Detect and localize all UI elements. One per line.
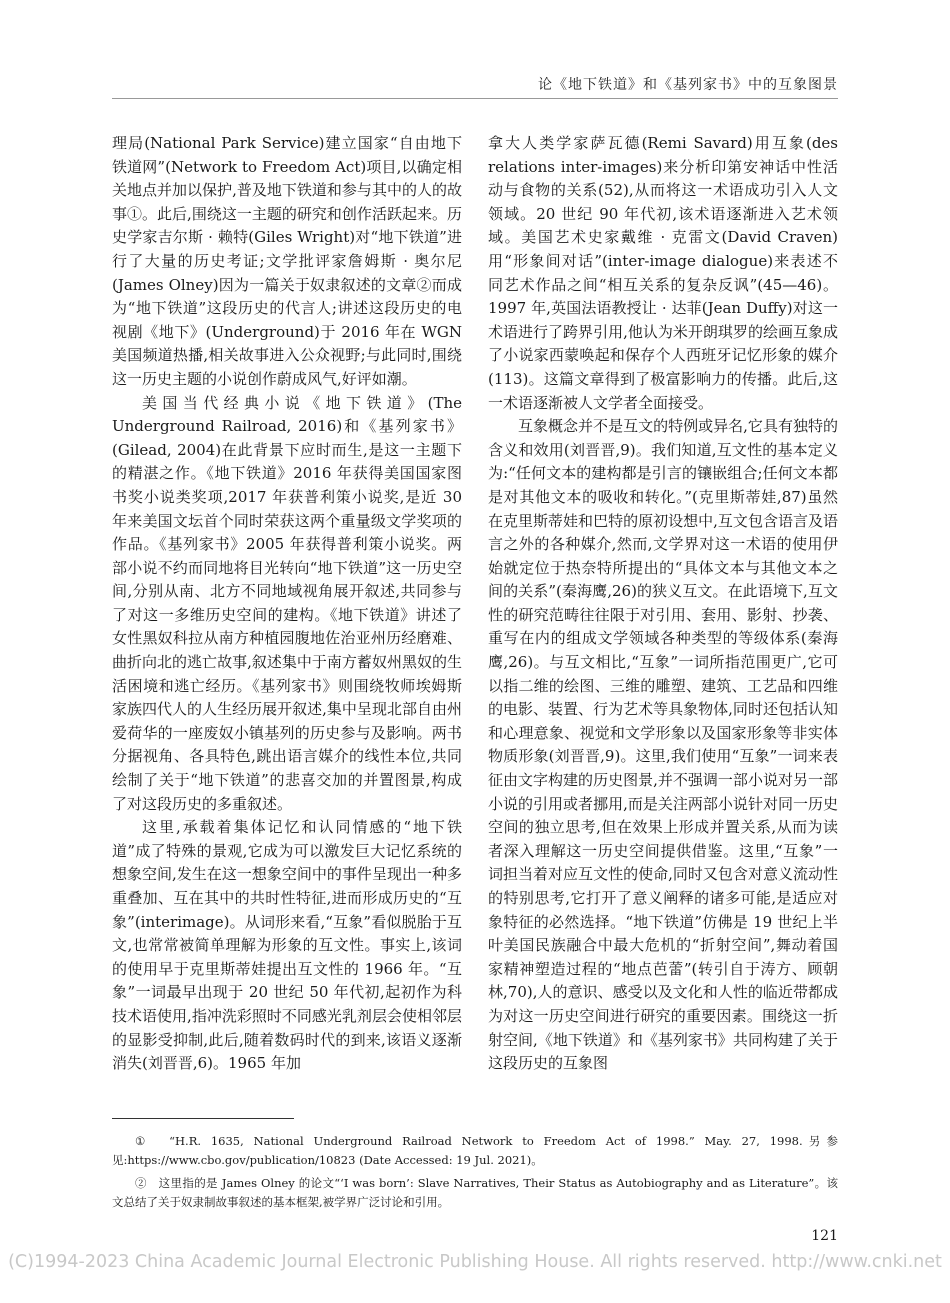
right-column [488, 132, 838, 1076]
left-paragraph-1: 理局(National Park Service)建立国家“自由地下铁道网”(Network to Freedom Act)项目,以确定相关地点并加以保护,普及地下铁道和参与其中的人的故事①。此后,围绕这一主题的研究和创作活跃起来。历史学家吉尔斯 · 赖特(Giles Wright)对“地下铁道”进行了大量的历史考证;文学批评家詹姆斯 · 奥尔尼(James Olney)因为一篇关于奴隶叙述的文章②而成为“地下铁道”这段历史的代言人;讲述这段历史的电视剧《地下》(Underground)于 2016 年在 WGN 美国频道热播,相关故事进入公众视野;与此同时,围绕这一历史主题的小说创作蔚成风气,好评如潮。 [112, 134, 462, 388]
right-paragraph-2: 互象概念并不是互文的特例或异名,它具有独特的含义和效用(刘晋晋,9)。我们知道,互文性的基本定义为:“任何文本的建构都是引言的镶嵌组合;任何文本都是对其他文本的吸收和转化。”(克里斯蒂娃,87)虽然在克里斯蒂娃和巴特的原初设想中,互文包含语言及语言之外的各种媒介,然而,文学界对这一术语的使用伊始就定位于热奈特所提出的“具体文本与其他文本之间的关系”(秦海鹰,26)的狭义互文。在此语境下,互文性的研究范畴往往限于对引用、套用、影射、抄袭、重写在内的组成文学领域各种类型的等级体系(秦海鹰,26)。与互文相比,“互象”一词所指范围更广,它可以指二维的绘图、三维的雕塑、建筑、工艺品和四维的电影、装置、行为艺术等具象物体,同时还包括认知和心理意象、视觉和文学形象以及国家形象等非实体物质形象(刘晋晋,9)。这里,我们使用“互象”一词来表征由文字构建的历史图景,并不强调一部小说对另一部小说的引用或者挪用,而是关注两部小说针对同一历史空间的独立思考,但在效果上形成并置关系,从而为读者深入理解这一历史空间提供借鉴。这里,“互象”一词担当着对应互文性的使命,同时又包含对意义流动性的特别思考,它打开了意义阐释的诸多可能,是适应对象特征的必然选择。“地下铁道”仿佛是 19 世纪上半叶美国民族融合中最大危机的“折射空间”,舞动着国家精神塑造过程的“地点芭蕾”(转引自于涛方、顾朝林,70),人的意识、感受以及文化和人性的临近带都成为对这一历史空间进行研究的重要因素。围绕这一折射空间,《地下铁道》和《基列家书》共同构建了关于这段历史的互象图 [488, 417, 838, 1073]
copyright-watermark: (C)1994-2023 China Academic Journal Electronic Publishing House. All rights reserved. http://www.cnki.net [8, 1252, 942, 1272]
footnote-1: ① “H.R. 1635, National Underground Railroad Network to Freedom Act of 1998.” May. 27, 1998.另参见:https://www.cbo.gov/publication/10823 (Date Accessed: 19 Jul. 2021)。 [112, 1134, 838, 1167]
footnote-2: ② 这里指的是 James Olney 的论文“‘I was born’: Slave Narratives, Their Status as Autobiography and as Literature”。该文总结了关于奴隶制故事叙述的基本框架,被学界广泛讨论和引用。 [112, 1176, 838, 1209]
page-number: 121 [811, 1228, 838, 1244]
footnotes [112, 1132, 838, 1216]
left-paragraph-2: 美国当代经典小说《地下铁道》(The Underground Railroad, 2016)和《基列家书》(Gilead, 2004)在此背景下应时而生,是这一主题下的精湛之作。《地下铁道》2016 年获得美国国家图书奖小说类奖项,2017 年获普利策小说奖,是近 30 年来美国文坛首个同时荣获这两个重量级文学奖项的作品。《基列家书》2005 年获得普利策小说奖。两部小说不约而同地将目光转向“地下铁道”这一历史空间,分别从南、北方不同地域视角展开叙述,共同参与了对这一多维历史空间的建构。《地下铁道》讲述了女性黑奴科拉从南方种植园腹地佐治亚州历经磨难、曲折向北的逃亡故事,叙述集中于南方蓄奴州黑奴的生活困境和逃亡经历。《基列家书》则围绕牧师埃姆斯家族四代人的人生经历展开叙述,集中呈现北部自由州爱荷华的一座废奴小镇基列的历史参与及影响。两书分据视角、各具特色,跳出语言媒介的线性本位,共同绘制了关于“地下铁道”的悲喜交加的并置图景,构成了对这段历史的多重叙述。 [112, 393, 462, 813]
left-paragraph-3: 这里,承载着集体记忆和认同情感的“地下铁道”成了特殊的景观,它成为可以激发巨大记忆系统的想象空间,发生在这一想象空间中的事件呈现出一种多重叠加、互在其中的共时性特征,进而形成历史的“互象”(interimage)。从词形来看,“互象”看似脱胎于互文,也常常被简单理解为形象的互文性。事实上,该词的使用早于克里斯蒂娃提出互文性的 1966 年。“互象”一词最早出现于 20 世纪 50 年代初,起初作为科技术语使用,指冲洗彩照时不同感光乳剂层会使相邻层的显影受抑制,此后,随着数码时代的到来,该语义逐渐消失(刘晋晋,6)。1965 年加 [112, 818, 462, 1073]
right-paragraph-1: 拿大人类学家萨瓦德(Remi Savard)用互象(des relations inter-images)来分析印第安神话中性活动与食物的关系(52),从而将这一术语成功引入人文领域。20 世纪 90 年代初,该术语逐渐进入艺术领域。美国艺术史家戴维 · 克雷文(David Craven)用“形象间对话”(inter-image dialogue)来表述不同艺术作品之间“相互关系的复杂反讽”(45—46)。1997 年,英国法语教授让 · 达菲(Jean Duffy)对这一术语进行了跨界引用,他认为米开朗琪罗的绘画互象成了小说家西蒙唤起和保存个人西班牙记忆形象的媒介(113)。这篇文章得到了极富影响力的传播。此后,这一术语逐渐被人文学者全面接受。 [488, 134, 838, 412]
footnote-divider [112, 1118, 294, 1119]
running-title: 论《地下铁道》和《基列家书》中的互象图景 [538, 77, 838, 93]
header-divider [112, 98, 838, 99]
left-column [112, 132, 462, 1076]
